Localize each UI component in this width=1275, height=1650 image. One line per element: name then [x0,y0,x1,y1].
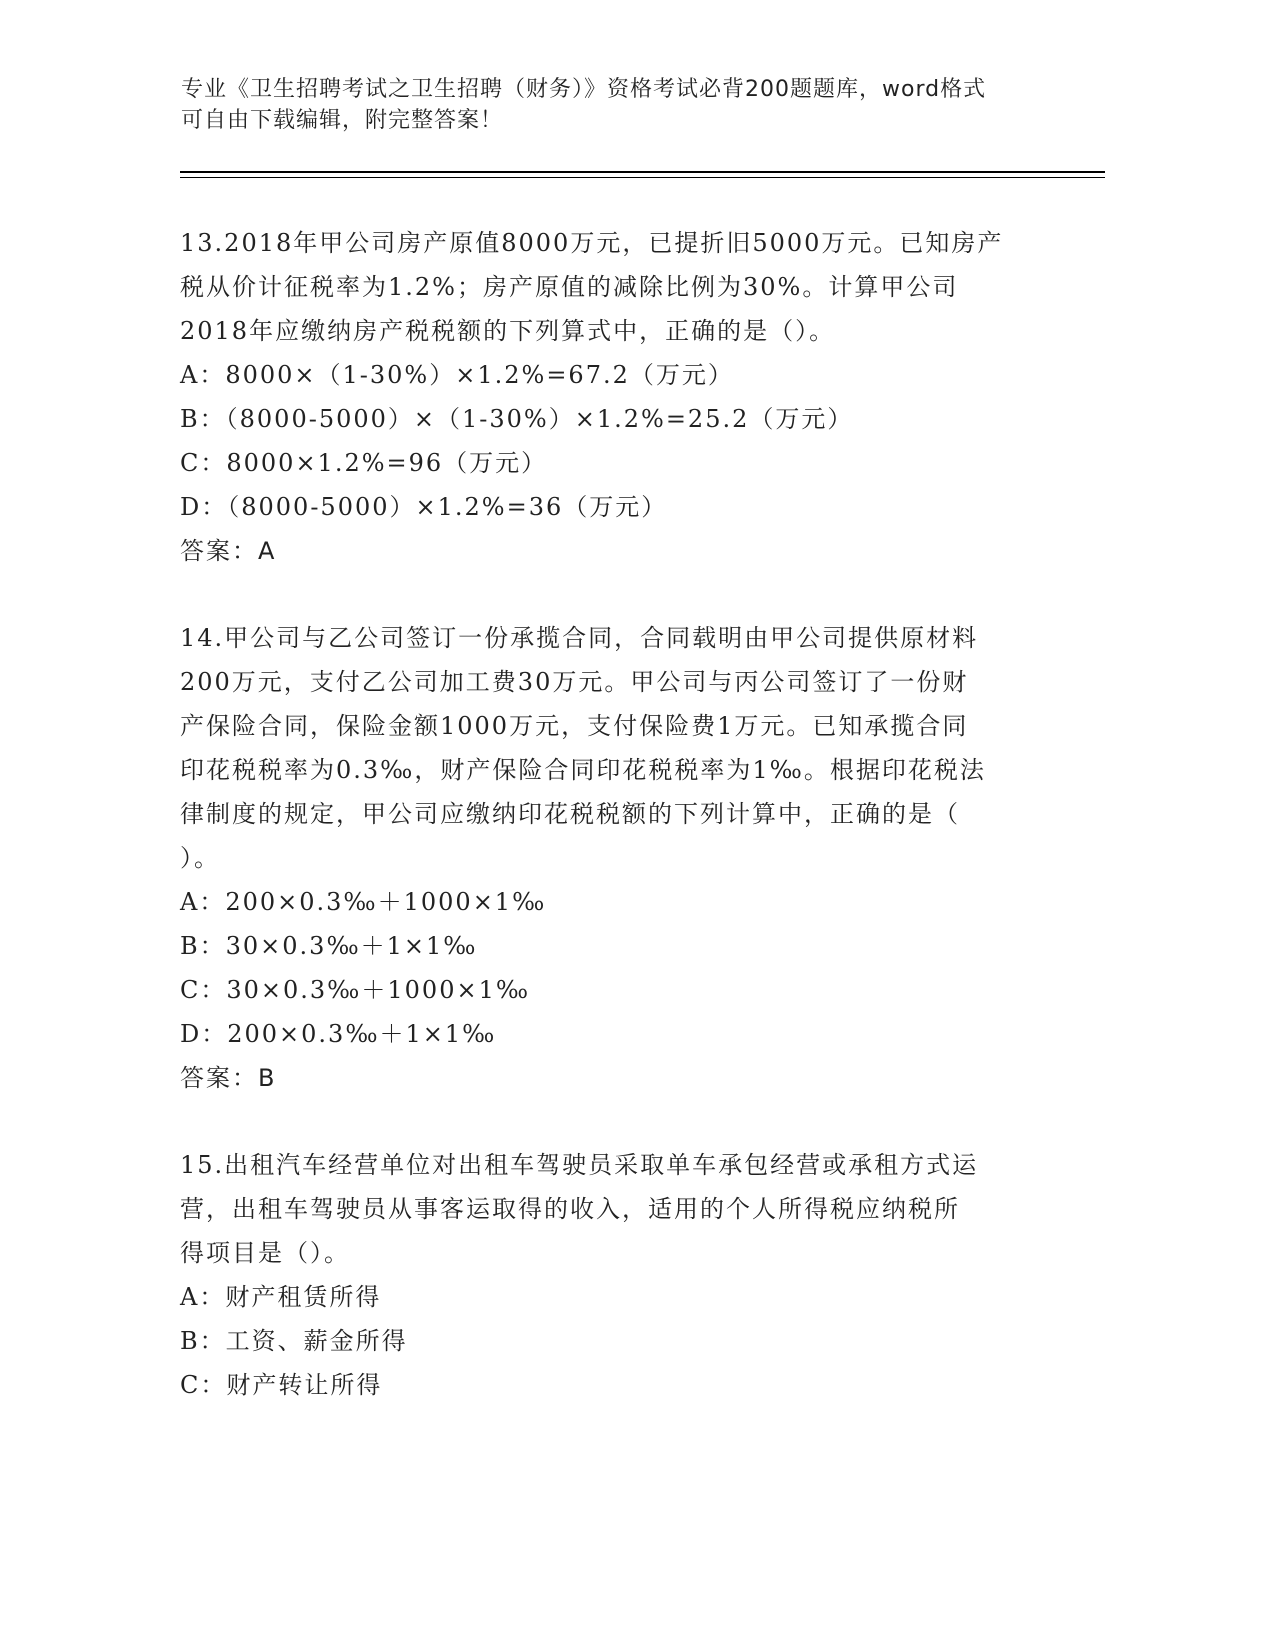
option-c: C：财产转让所得 [180,1371,383,1399]
header-line-2: 可自由下载编辑，附完整答案！ [181,108,504,133]
option-b: B：30×0.3‰＋1×1‰ [180,932,478,960]
option-a: A：财产租赁所得 [180,1283,382,1311]
question-stem-line: 印花税税率为0.3‰，财产保险合同印花税税率为1‰。根据印花税法 [180,756,986,784]
question-stem-line: 营，出租车驾驶员从事客运取得的收入，适用的个人所得税应纳税所 [180,1195,960,1223]
header-divider-thin [180,177,1105,178]
question-stem-line: 200万元，支付乙公司加工费30万元。甲公司与丙公司签订了一份财 [180,668,969,696]
question-stem-line: 产保险合同，保险金额1000万元，支付保险费1万元。已知承揽合同 [180,712,969,740]
answer-label: 答案：A [180,537,277,565]
header-divider-thick [180,171,1105,173]
question-stem-line: 得项目是（）。 [180,1239,350,1267]
question-14 [180,616,1040,1100]
question-stem-line: ）。 [180,844,220,872]
question-13 [180,221,1040,573]
question-15 [180,1143,1040,1407]
option-a: A：8000×（1-30%）×1.2%=67.2（万元） [180,361,734,389]
option-b: B：（8000-5000）×（1-30%）×1.2%=25.2（万元） [180,405,854,433]
question-stem-line: 税从价计征税率为1.2%；房产原值的减除比例为30%。计算甲公司 [180,273,959,301]
question-stem-line: 2018年应缴纳房产税税额的下列算式中，正确的是（）。 [180,317,836,345]
question-stem-line: 15.出租汽车经营单位对出租车驾驶员采取单车承包经营或承租方式运 [180,1151,979,1179]
answer-label: 答案：B [180,1064,277,1092]
document-header [181,74,1081,136]
question-stem-line: 14.甲公司与乙公司签订一份承揽合同，合同载明由甲公司提供原材料 [180,624,979,652]
header-line-1: 专业《卫生招聘考试之卫生招聘（财务）》资格考试必背200题题库，word格式 [181,77,987,102]
option-c: C：8000×1.2%=96（万元） [180,449,548,477]
option-d: D：（8000-5000）×1.2%=36（万元） [180,493,668,521]
option-d: D：200×0.3‰＋1×1‰ [180,1020,497,1048]
option-a: A：200×0.3‰＋1000×1‰ [180,888,547,916]
question-list [180,221,1040,1407]
question-stem-line: 律制度的规定，甲公司应缴纳印花税税额的下列计算中，正确的是（ [180,800,960,828]
option-b: B：工资、薪金所得 [180,1327,408,1355]
option-c: C：30×0.3‰＋1000×1‰ [180,976,531,1004]
question-stem-line: 13.2018年甲公司房产原值8000万元，已提折旧5000万元。已知房产 [180,229,1004,257]
